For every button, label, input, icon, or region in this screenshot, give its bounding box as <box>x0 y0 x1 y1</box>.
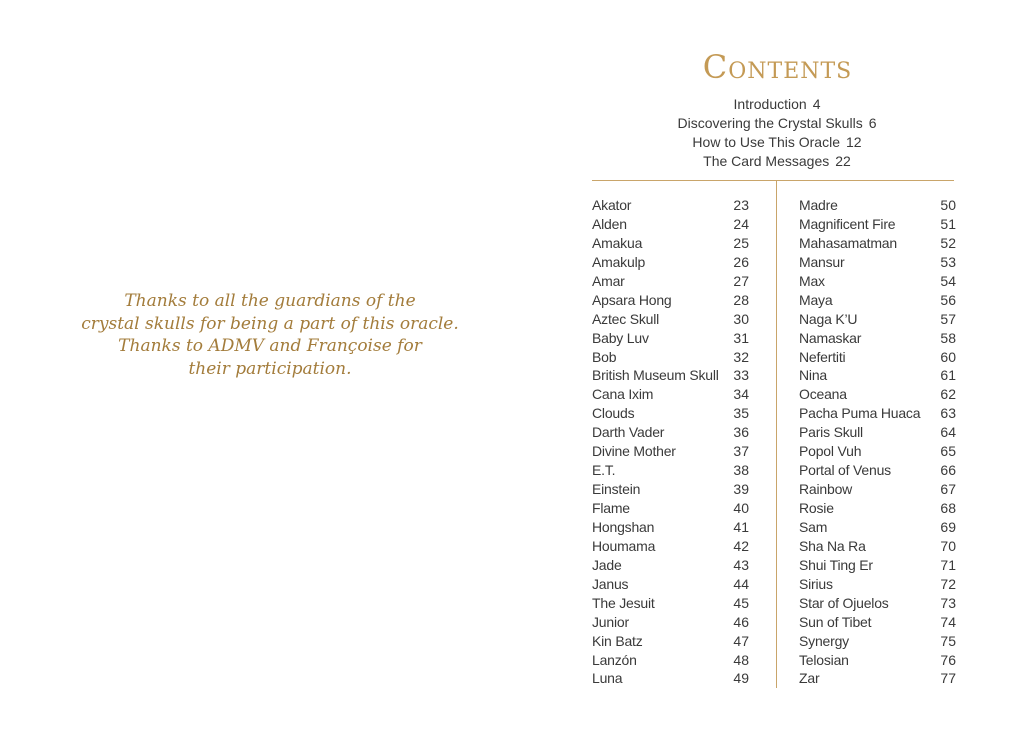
entry-name: Amakua <box>592 234 643 251</box>
entry-page-number: 32 <box>733 348 749 365</box>
entry-name: Flame <box>592 500 630 516</box>
left-page <box>0 0 500 754</box>
contents-entry[interactable] <box>592 329 749 348</box>
entry-page-number: 56 <box>940 291 956 308</box>
contents-entry[interactable] <box>799 385 956 404</box>
contents-entry[interactable] <box>799 253 956 272</box>
contents-entry[interactable] <box>799 366 956 385</box>
entry-page-number: 76 <box>940 651 956 668</box>
entry-page-number: 64 <box>940 424 956 441</box>
entry-page-number: 50 <box>940 197 956 213</box>
contents-entry[interactable] <box>592 348 749 367</box>
entry-name: Kin Batz <box>592 632 643 649</box>
entry-name: Paris Skull <box>799 424 863 441</box>
contents-entry[interactable] <box>592 669 749 688</box>
contents-entry[interactable] <box>799 632 956 651</box>
contents-entry[interactable] <box>592 537 749 556</box>
acknowledgement-line: crystal skulls for being a part of this oracle. <box>81 313 459 334</box>
entry-name: Rainbow <box>799 481 853 498</box>
intro-entry-title: Introduction <box>733 96 807 112</box>
intro-entry[interactable] <box>640 133 914 152</box>
intro-entry-page: 12 <box>846 134 862 150</box>
entry-name: Divine Mother <box>592 443 676 460</box>
entry-name: Naga K’U <box>799 310 858 327</box>
entry-name: Janus <box>592 575 629 592</box>
entry-page-number: 36 <box>733 424 749 441</box>
contents-entry[interactable] <box>592 291 749 310</box>
contents-entry[interactable] <box>799 404 956 423</box>
entry-page-number: 54 <box>940 272 956 289</box>
contents-entry[interactable] <box>799 575 956 594</box>
entry-name: Sirius <box>799 575 833 592</box>
entry-name: Amakulp <box>592 253 646 270</box>
contents-entry[interactable] <box>592 518 749 537</box>
contents-entry[interactable] <box>799 651 956 670</box>
entry-page-number: 72 <box>940 575 956 592</box>
vertical-divider <box>776 180 777 688</box>
entry-name: British Museum Skull <box>592 367 719 384</box>
contents-entry[interactable] <box>592 310 749 329</box>
contents-entry[interactable] <box>592 366 749 385</box>
entry-page-number: 51 <box>940 215 956 232</box>
contents-entry[interactable] <box>799 499 956 518</box>
entry-page-number: 49 <box>733 670 749 687</box>
entry-page-number: 26 <box>733 253 749 270</box>
entry-page-number: 53 <box>940 253 956 270</box>
entry-page-number: 52 <box>940 234 956 251</box>
entry-name: E.T. <box>592 462 616 479</box>
contents-entry[interactable] <box>592 385 749 404</box>
intro-entry-title: The Card Messages <box>703 153 830 169</box>
entry-page-number: 23 <box>733 197 749 213</box>
intro-entry[interactable] <box>640 152 914 171</box>
contents-entry[interactable] <box>592 442 749 461</box>
entry-page-number: 62 <box>940 386 956 403</box>
entry-page-number: 48 <box>733 651 749 668</box>
entry-name: Baby Luv <box>592 329 649 346</box>
acknowledgement-line: Thanks to ADMV and Françoise for <box>118 336 422 356</box>
entry-name: The Jesuit <box>592 594 655 611</box>
contents-entry[interactable] <box>799 442 956 461</box>
contents-entry[interactable] <box>799 556 956 575</box>
entry-page-number: 58 <box>940 329 956 346</box>
contents-entry[interactable] <box>799 291 956 310</box>
entry-page-number: 74 <box>940 613 956 630</box>
contents-entry[interactable] <box>592 651 749 670</box>
entry-page-number: 69 <box>940 518 956 535</box>
entry-page-number: 24 <box>733 215 749 232</box>
entry-name: Sha Na Ra <box>799 537 866 554</box>
contents-column-right <box>799 196 956 688</box>
contents-entry[interactable] <box>592 196 749 215</box>
contents-entry[interactable] <box>799 196 956 215</box>
entry-page-number: 41 <box>733 518 749 535</box>
entry-name: Alden <box>592 215 627 232</box>
contents-entry[interactable] <box>799 272 956 291</box>
entry-page-number: 44 <box>733 575 749 592</box>
entry-name: Jade <box>592 556 622 573</box>
entry-name: Cana Ixim <box>592 386 654 403</box>
entry-page-number: 75 <box>940 632 956 649</box>
entry-page-number: 71 <box>940 556 956 573</box>
entry-page-number: 37 <box>733 443 749 460</box>
entry-name: Magnificent Fire <box>799 215 896 232</box>
entry-page-number: 42 <box>733 537 749 554</box>
contents-entry[interactable] <box>799 518 956 537</box>
contents-entry[interactable] <box>799 669 956 688</box>
entry-name: Sun of Tibet <box>799 613 872 630</box>
intro-entries <box>640 95 914 171</box>
entry-page-number: 30 <box>733 310 749 327</box>
contents-entry[interactable] <box>592 575 749 594</box>
contents-entry[interactable] <box>799 329 956 348</box>
intro-entry[interactable] <box>640 95 914 114</box>
contents-entry[interactable] <box>592 499 749 518</box>
contents-entry[interactable] <box>592 556 749 575</box>
entry-name: Namaskar <box>799 329 862 346</box>
entry-page-number: 28 <box>733 291 749 308</box>
entry-name: Luna <box>592 670 623 687</box>
entry-page-number: 45 <box>733 594 749 611</box>
intro-entry-page: 6 <box>868 115 877 131</box>
intro-entry-title: Discovering the Crystal Skulls <box>677 115 863 131</box>
contents-entry[interactable] <box>592 215 749 234</box>
entry-page-number: 34 <box>733 386 749 403</box>
entry-name: Popol Vuh <box>799 443 862 460</box>
entry-name: Amar <box>592 272 625 289</box>
entry-name: Einstein <box>592 481 641 498</box>
entry-page-number: 40 <box>733 500 749 516</box>
contents-entry[interactable] <box>592 461 749 480</box>
contents-entry[interactable] <box>799 423 956 442</box>
entry-page-number: 46 <box>733 613 749 630</box>
entry-page-number: 66 <box>940 462 956 479</box>
intro-entry-page: 4 <box>812 96 821 112</box>
entry-page-number: 35 <box>733 405 749 422</box>
entry-page-number: 25 <box>733 234 749 251</box>
contents-title: Contents <box>702 48 853 86</box>
entry-page-number: 57 <box>940 310 956 327</box>
intro-entry-title: How to Use This Oracle <box>692 134 840 150</box>
entry-page-number: 47 <box>733 632 749 649</box>
contents-entry[interactable] <box>799 613 956 632</box>
entry-name: Shui Ting Er <box>799 556 873 573</box>
contents-entry[interactable] <box>799 537 956 556</box>
entry-name: Rosie <box>799 500 834 516</box>
entry-name: Zar <box>799 670 820 687</box>
entry-name: Telosian <box>799 651 849 668</box>
entry-name: Star of Ojuelos <box>799 594 889 611</box>
entry-page-number: 33 <box>733 367 749 384</box>
contents-entry[interactable] <box>592 594 749 613</box>
entry-name: Bob <box>592 348 617 365</box>
entry-page-number: 70 <box>940 537 956 554</box>
entry-name: Junior <box>592 613 629 630</box>
horizontal-divider <box>592 180 954 181</box>
contents-entry[interactable] <box>799 461 956 480</box>
entry-page-number: 27 <box>733 272 749 289</box>
entry-name: Oceana <box>799 386 847 403</box>
intro-entry-page: 22 <box>835 153 851 169</box>
entry-page-number: 43 <box>733 556 749 573</box>
entry-name: Darth Vader <box>592 424 665 441</box>
entry-name: Houmama <box>592 537 656 554</box>
entry-name: Synergy <box>799 632 849 649</box>
entry-name: Apsara Hong <box>592 291 672 308</box>
entry-name: Portal of Venus <box>799 462 891 479</box>
contents-column-left <box>592 196 749 688</box>
entry-name: Mansur <box>799 253 845 270</box>
entry-page-number: 38 <box>733 462 749 479</box>
entry-page-number: 63 <box>940 405 956 422</box>
entry-name: Akator <box>592 197 632 213</box>
contents-entry[interactable] <box>592 272 749 291</box>
entry-page-number: 67 <box>940 481 956 498</box>
contents-entry[interactable] <box>799 594 956 613</box>
entry-name: Lanzón <box>592 651 637 668</box>
entry-name: Pacha Puma Huaca <box>799 405 921 422</box>
entry-name: Maya <box>799 291 833 308</box>
contents-entry[interactable] <box>799 215 956 234</box>
contents-entry[interactable] <box>592 404 749 423</box>
entry-page-number: 60 <box>940 348 956 365</box>
entry-name: Nefertiti <box>799 348 846 365</box>
entry-page-number: 65 <box>940 443 956 460</box>
entry-name: Nina <box>799 367 827 384</box>
contents-entry[interactable] <box>592 423 749 442</box>
contents-entry[interactable] <box>799 348 956 367</box>
entry-name: Mahasamatman <box>799 234 897 251</box>
intro-entry[interactable] <box>640 114 914 133</box>
contents-entry[interactable] <box>592 632 749 651</box>
contents-entry[interactable] <box>592 480 749 499</box>
entry-page-number: 31 <box>733 329 749 346</box>
entry-page-number: 61 <box>940 367 956 384</box>
contents-entry[interactable] <box>592 253 749 272</box>
acknowledgements <box>70 290 470 380</box>
acknowledgement-line: Thanks to all the guardians of the <box>124 291 416 311</box>
acknowledgement-line: their participation. <box>188 358 352 379</box>
contents-entry[interactable] <box>592 234 749 253</box>
entry-name: Clouds <box>592 405 635 422</box>
entry-page-number: 73 <box>940 594 956 611</box>
entry-page-number: 39 <box>733 481 749 498</box>
entry-name: Madre <box>799 197 838 213</box>
entry-page-number: 68 <box>940 500 956 516</box>
entry-name: Max <box>799 272 825 289</box>
entry-name: Sam <box>799 518 828 535</box>
contents-entry[interactable] <box>799 310 956 329</box>
contents-entry[interactable] <box>799 480 956 499</box>
entry-name: Hongshan <box>592 518 655 535</box>
contents-entry[interactable] <box>592 613 749 632</box>
contents-entry[interactable] <box>799 234 956 253</box>
entry-name: Aztec Skull <box>592 310 660 327</box>
entry-page-number: 77 <box>940 670 956 687</box>
